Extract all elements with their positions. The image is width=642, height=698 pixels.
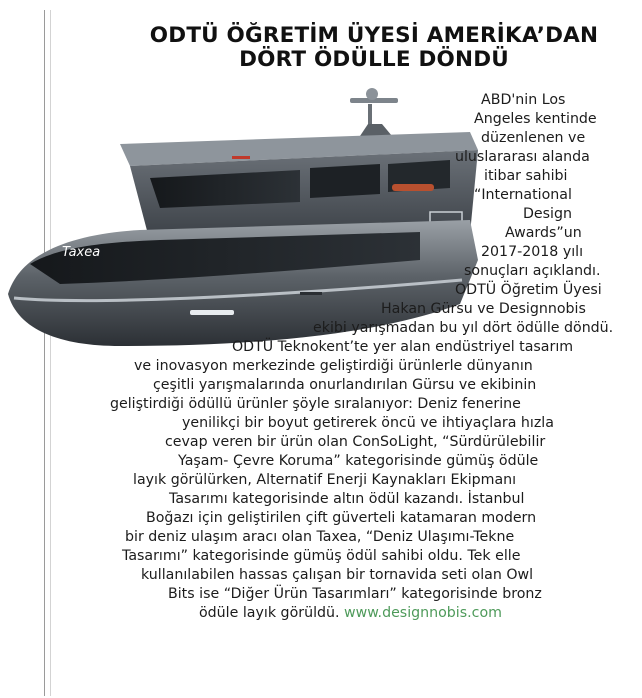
body-line: geliştirdiği ödüllü ürünler şöyle sıralanıyor: Deniz fenerine xyxy=(110,396,521,412)
body-line: yenilikçi bir boyut getirerek öncü ve ihtiyaçlara hızla xyxy=(182,415,554,431)
body-line: Yaşam- Çevre Koruma” kategorisinde gümüş ödüle xyxy=(178,453,539,469)
body-line: layık görülürken, Alternatif Enerji Kaynakları Ekipmanı xyxy=(133,472,517,488)
body-line: bir deniz ulaşım aracı olan Taxea, “Deniz Ulaşımı-Tekne xyxy=(125,529,515,545)
headline-line-1: ODTÜ ÖĞRETİM ÜYESİ AMERİKA’DAN xyxy=(149,23,599,48)
body-line: sonuçları açıklandı. xyxy=(464,263,601,279)
body-line: düzenlenen ve xyxy=(481,130,586,146)
body-line: ODTÜ Teknokent’te yer alan endüstriyel tasarım xyxy=(232,339,574,355)
body-line: Design xyxy=(523,206,572,222)
body-line: ODTÜ Öğretim Üyesi xyxy=(455,282,602,298)
website-link[interactable]: www.designnobis.com xyxy=(344,605,502,621)
body-line: kullanılabilen hassas çalışan bir tornavida seti olan Owl xyxy=(141,567,534,583)
body-line: uluslararası alanda xyxy=(455,149,590,165)
body-line: ve inovasyon merkezinde geliştirdiği ürünlerle dünyanın xyxy=(134,358,533,374)
body-line: ekibi yarışmadan bu yıl dört ödülle döndü. xyxy=(313,320,614,336)
body-line: Awards”un xyxy=(505,225,582,241)
body-line: “International xyxy=(474,187,572,203)
boat-name-label: Taxea xyxy=(62,245,101,260)
body-line: cevap veren bir ürün olan ConSoLight, “Sürdürülebilir xyxy=(165,434,546,450)
body-line: Tasarımı kategorisinde altın ödül kazandı. İstanbul xyxy=(169,491,525,507)
body-line-text: ödüle layık görüldü. xyxy=(199,605,340,621)
body-line: Hakan Gürsu ve Designnobis xyxy=(381,301,586,317)
body-line: Angeles kentinde xyxy=(474,111,597,127)
body-line: itibar sahibi xyxy=(484,168,568,184)
body-line: 2017-2018 yılı xyxy=(481,244,584,260)
body-line: ABD'nin Los xyxy=(481,92,566,108)
headline-line-2: DÖRT ÖDÜLLE DÖNDÜ xyxy=(239,47,509,72)
article-headline xyxy=(118,24,630,72)
body-line-last xyxy=(199,605,502,622)
body-line: Tasarımı” kategorisinde gümüş ödül sahibi oldu. Tek elle xyxy=(122,548,521,564)
body-line: Boğazı için geliştirilen çift güverteli katamaran modern xyxy=(146,510,537,526)
body-line: çeşitli yarışmalarında onurlandırılan Gürsu ve ekibinin xyxy=(153,377,537,393)
body-line: Bits ise “Diğer Ürün Tasarımları” kategorisinde bronz xyxy=(168,586,542,602)
